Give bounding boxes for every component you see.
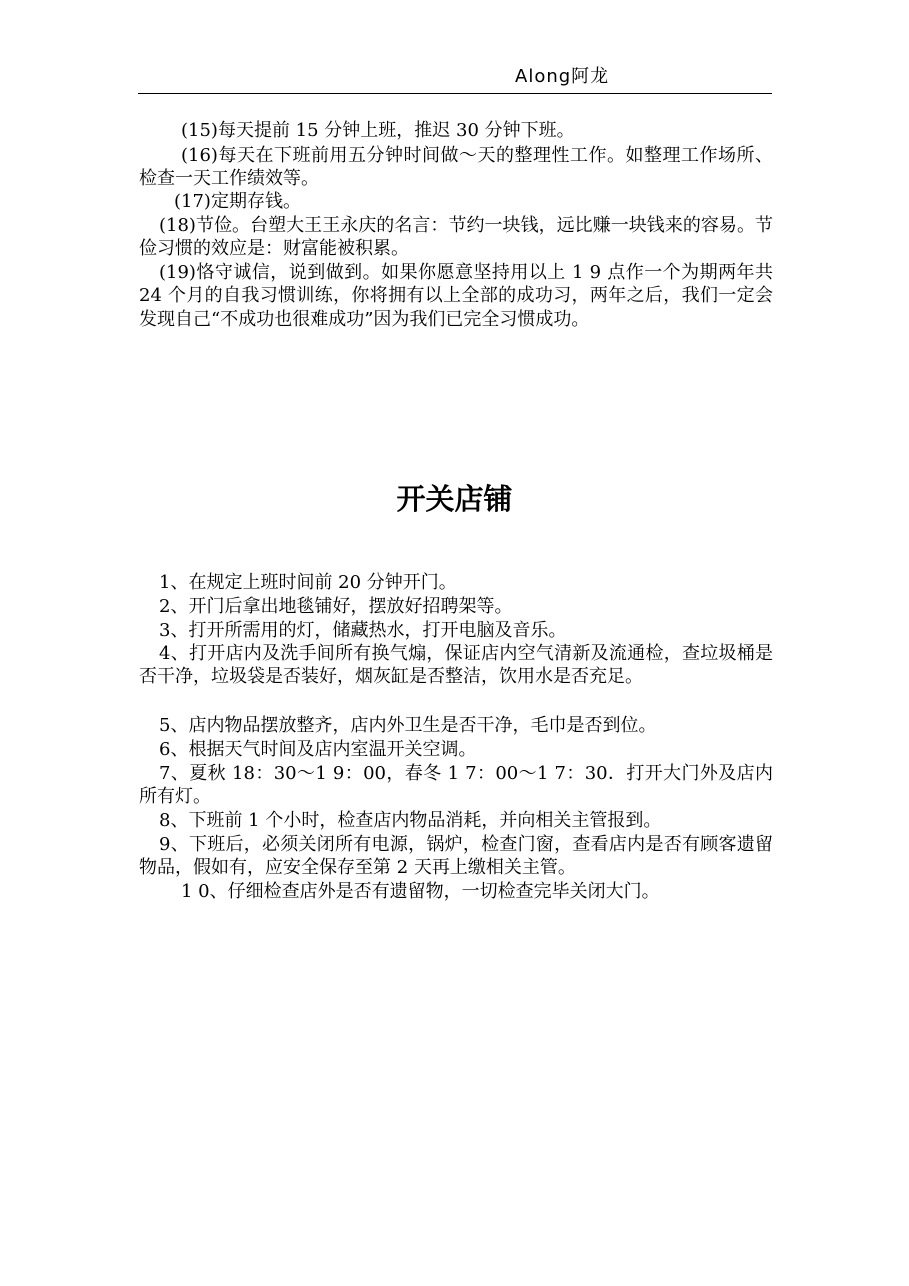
store-rule-item: 7、夏秋 18：30～1 9：00，春冬 1 7：00～1 7：30．打开大门外及店内所有灯。	[139, 763, 773, 808]
habit-paragraph: (19)恪守诚信，说到做到。如果你愿意坚持用以上 1 9 点作一个为期两年共 24 个月的自我习惯训练，你将拥有以上全部的成功习，两年之后，我们一定会发现自己“不成功也很难成功”因为我们已完全习惯成功。	[139, 262, 773, 330]
store-rule-item: 3、打开所需用的灯，储藏热水，打开电脑及音乐。	[159, 620, 567, 641]
habit-paragraph: (16)每天在下班前用五分钟时间做～天的整理性工作。如整理工作场所、检查一天工作绩效等。	[139, 145, 773, 190]
store-rule-item: 2、开门后拿出地毯铺好，摆放好招聘架等。	[159, 596, 513, 617]
habit-paragraph: (15)每天提前 15 分钟上班，推迟 30 分钟下班。	[181, 120, 575, 141]
store-rule-item: 9、下班后，必须关闭所有电源，锅炉，检查门窗，查看店内是否有顾客遗留物品，假如有，应安全保存至第 2 天再上缴相关主管。	[139, 834, 773, 879]
page-header-text: Along阿龙	[515, 66, 610, 87]
store-rule-item: 5、店内物品摆放整齐，店内外卫生是否干净，毛巾是否到位。	[159, 715, 657, 736]
header-divider	[138, 93, 772, 94]
habit-paragraph: (18)节俭。台塑大王王永庆的名言：节约一块钱，远比赚一块钱来的容易。节俭习惯的效应是：财富能被积累。	[139, 215, 773, 260]
section-title: 开关店铺	[396, 482, 513, 516]
store-rule-item: 1、在规定上班时间前 20 分钟开门。	[159, 572, 457, 593]
store-rule-item: 8、下班前 1 个小时，检查店内物品消耗，并向相关主管报到。	[159, 810, 662, 831]
store-rule-item: 6、根据天气时间及店内室温开关空调。	[159, 739, 477, 760]
store-rule-item: 1 0、仔细检查店外是否有遗留物，一切检查完毕关闭大门。	[181, 881, 660, 902]
store-rule-item: 4、打开店内及洗手间所有换气煽，保证店内空气清新及流通检，查垃圾桶是否干净，垃圾袋是否装好，烟灰缸是否整洁，饮用水是否充足。	[139, 643, 773, 688]
habit-paragraph: (17)定期存钱。	[174, 191, 301, 212]
